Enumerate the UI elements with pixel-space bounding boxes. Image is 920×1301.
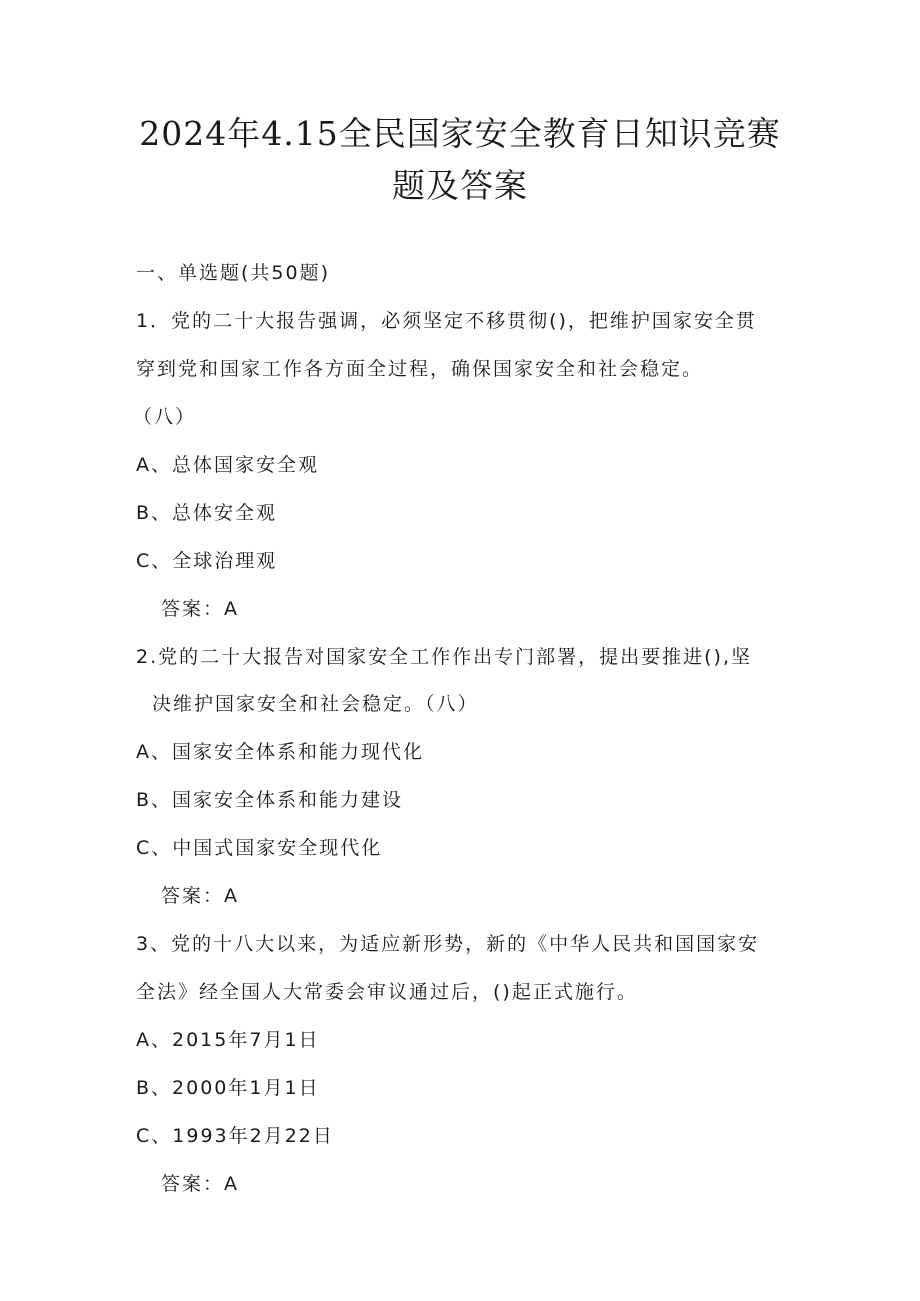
question-1-option-c: C、全球治理观 bbox=[136, 550, 278, 572]
question-1-option-b: B、总体安全观 bbox=[136, 502, 278, 524]
question-3-option-b: B、2000年1月1日 bbox=[136, 1077, 320, 1099]
question-2-option-a: A、国家安全体系和能力现代化 bbox=[136, 741, 424, 763]
section-heading: 一、单选题(共50题) bbox=[136, 262, 331, 284]
question-2-answer: 答案：A bbox=[161, 885, 239, 907]
question-2-option-c: C、中国式国家安全现代化 bbox=[136, 837, 383, 859]
question-2-stem-line-1: 2.党的二十大报告对国家安全工作作出专门部署，提出要推进(),坚 bbox=[136, 646, 752, 668]
question-3-option-c: C、1993年2月22日 bbox=[136, 1125, 334, 1147]
question-2-option-b: B、国家安全体系和能力建设 bbox=[136, 789, 404, 811]
question-1-stem-line-1: 1．党的二十大报告强调，必须坚定不移贯彻()，把维护国家安全贯 bbox=[136, 310, 757, 332]
question-1-stem-line-2: 穿到党和国家工作各方面全过程，确保国家安全和社会稳定。 bbox=[136, 358, 704, 380]
question-2-stem-line-2: 决维护国家安全和社会稳定。（八） bbox=[152, 693, 479, 715]
question-1-answer: 答案：A bbox=[161, 598, 239, 620]
document-title-line-2: 题及答案 bbox=[392, 166, 528, 205]
document-title-line-1: 2024年4.15全民国家安全教育日知识竞赛 bbox=[139, 114, 781, 153]
question-3-stem-line-2: 全法》经全国人大常委会审议通过后，()起正式施行。 bbox=[136, 981, 638, 1003]
question-3-option-a: A、2015年7月1日 bbox=[136, 1029, 320, 1051]
question-3-stem-line-1: 3、党的十八大以来，为适应新形势，新的《中华人民共和国国家安 bbox=[136, 933, 760, 955]
question-1-stem-line-3: （八） bbox=[133, 406, 197, 428]
question-3-answer: 答案：A bbox=[161, 1173, 239, 1195]
question-1-option-a: A、总体国家安全观 bbox=[136, 454, 319, 476]
